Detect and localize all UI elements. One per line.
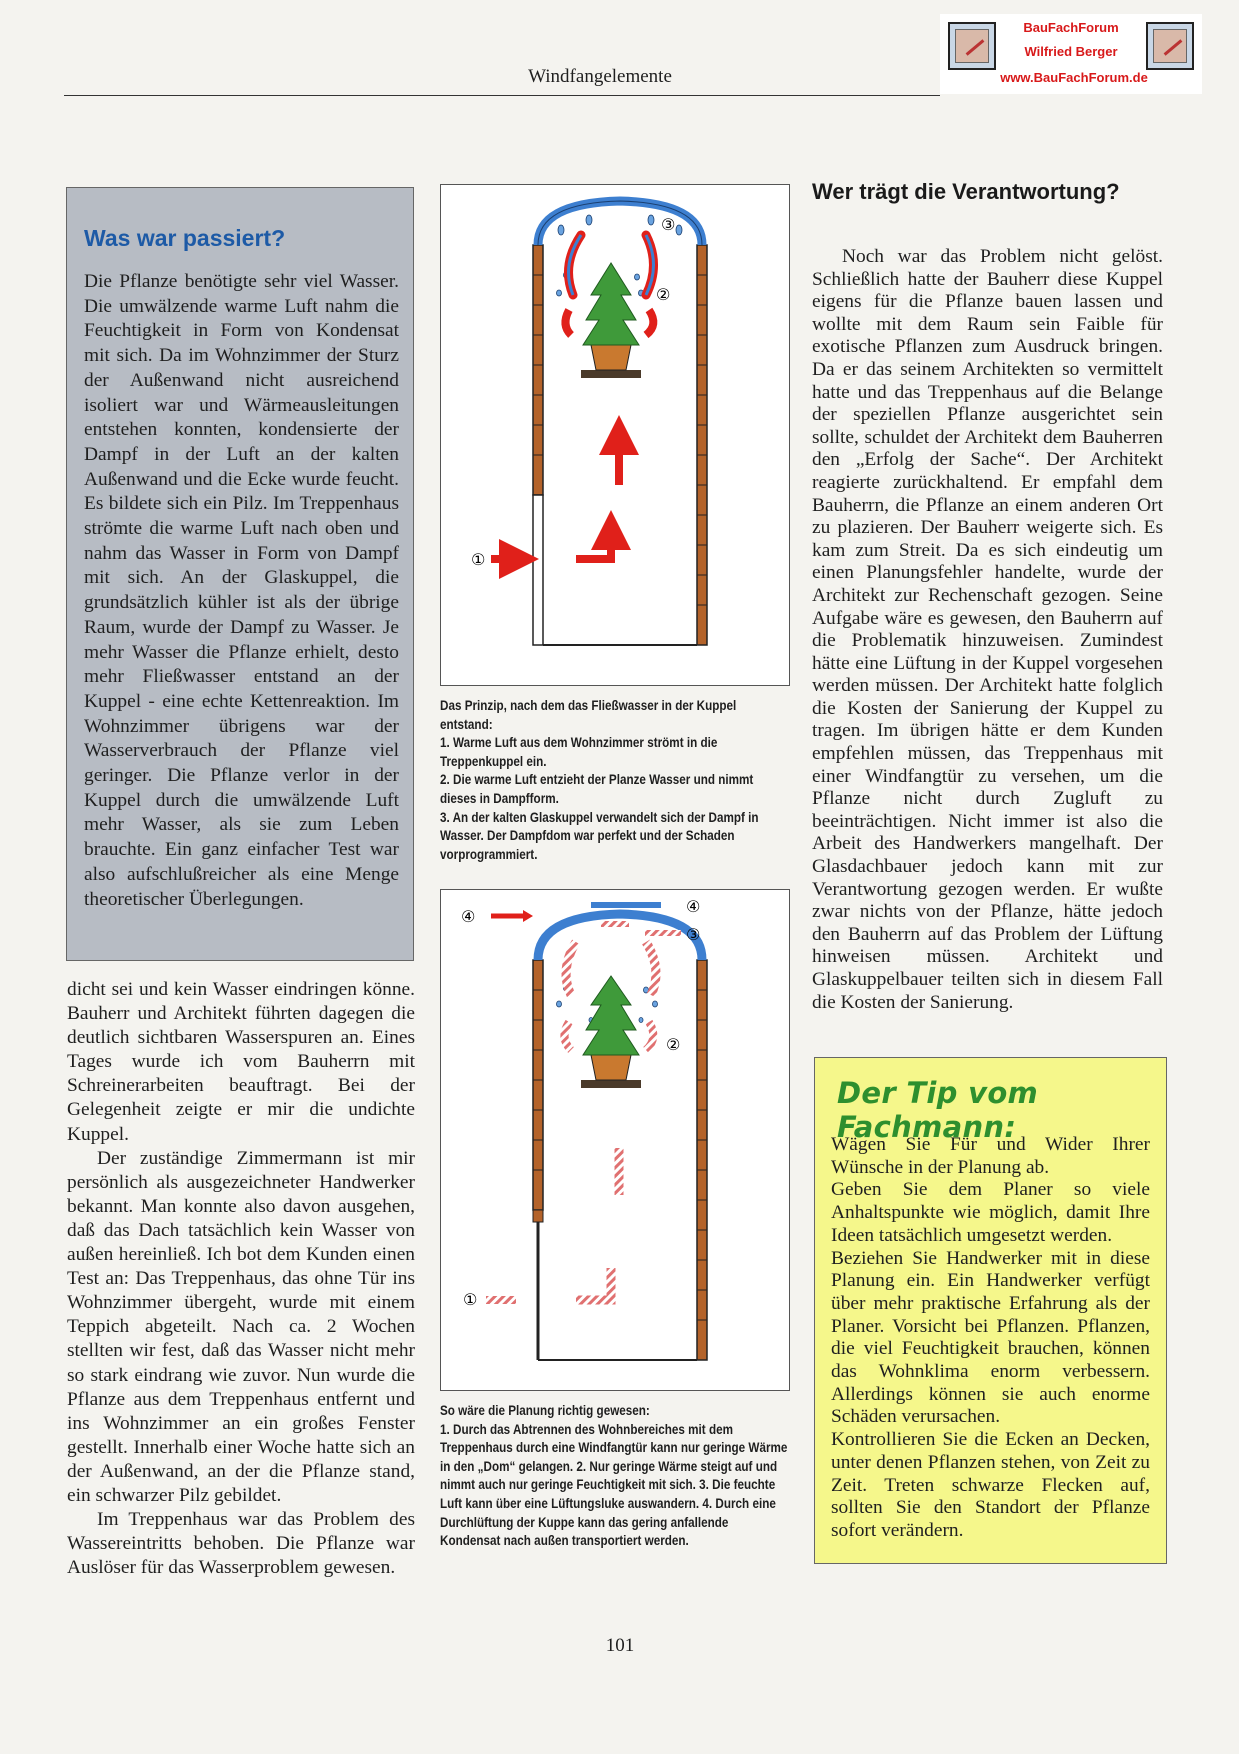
figure-2-drawing bbox=[441, 890, 789, 1390]
plant-shelf bbox=[581, 370, 641, 378]
figure-2-caption bbox=[440, 1402, 787, 1551]
logo-url: www.BauFachForum.de bbox=[1000, 70, 1148, 85]
caption-line: 2. Die warme Luft entzieht der Planze Wasser und nimmt dieses in Dampfform. bbox=[440, 772, 754, 806]
running-header: Windfangelemente bbox=[528, 66, 672, 87]
figure-1-drawing bbox=[441, 185, 789, 685]
label-3: ③ bbox=[686, 925, 701, 944]
figure-2-dome-solution bbox=[440, 889, 790, 1391]
label-1: ① bbox=[463, 1290, 478, 1309]
plant-tree bbox=[583, 263, 639, 345]
left-wall-opening bbox=[533, 495, 543, 645]
left-wall bbox=[533, 245, 543, 495]
tip-line: Geben Sie dem Planer so viele Anhaltspunkte wie möglich, damit Ihre Ideen tatsächlich umgesetzt werden. bbox=[831, 1179, 1150, 1246]
what-happened-box bbox=[66, 187, 414, 961]
responsibility-heading: Wer trägt die Verantwortung? bbox=[812, 179, 1120, 204]
tip-line: Kontrollieren Sie die Ecken an Decken, unter denen Pflanzen stehen, von Zeit zu Zeit. Treten schwarze Flecken auf, sollten Sie den Standort der Pflanze sofort verändern. bbox=[831, 1429, 1150, 1541]
header-rule bbox=[64, 95, 940, 96]
label-2: ② bbox=[656, 285, 671, 304]
expert-tip-title: Der Tip vom Fachmann: bbox=[837, 1076, 1039, 1144]
expert-tip-box bbox=[814, 1057, 1167, 1564]
tip-line: Wägen Sie Für und Wider Ihrer Wünsche in der Planung ab. bbox=[831, 1134, 1150, 1178]
label-3: ③ bbox=[661, 215, 676, 234]
glass-dome bbox=[538, 914, 702, 960]
figure-1-dome-problem bbox=[440, 184, 790, 686]
expert-tip-text bbox=[831, 1134, 1150, 1543]
column-3-text bbox=[812, 246, 1163, 1014]
caption-line: 1. Durch das Abtrennen des Wohnbereiches mit dem Treppenhaus durch eine Windfangtür kann nur geringe Wärme in den „Dom“ gelangen. 2. Nur geringe Wärme steigt auf und nimmt auch nur geringe Feuchtigkeit mit sich. 3. Die feuchte Luft kann über eine Lüftungsluke auswandern. 4. Durch eine Durchlüftung der Kuppe kann das gering anfallende Kondensat nach außen transportiert werden. bbox=[440, 1421, 788, 1549]
paragraph: Noch war das Problem nicht gelöst. Schließlich hatte der Bauherr diese Kuppel eigens für die Pflanze bauen lassen und wollte mit dem Raum sein Faible für exotische Pflanzen zum Ausdruck bringen. Da er das seinem Architekten so vermittelt hatte und das Treppenhaus auf die Belange der speziellen Pflanze ausgerichtet sein sollte, schuldet der Architekt dem Bauherren den „Erfolg der Sache“. Der Architekt reagierte zurückhaltend. Er empfahl dem Bauherrn, die Pflanze an einem anderen Ort zu plazieren. Der Bauherr weigerte sich. Es kam zum Streit. Da es sich eindeutig um einen Planungsfehler handelte, wurde der Architekt zur Rechenschaft gezogen. Seine Aufgabe wäre es gewesen, den Bauherrn auf die Problematik hinzuweisen. Zumindest hätte eine Lüftung in der Kuppel vorgesehen werden müssen. Der Architekt hatte folglich die Kosten der Sanierung der Kuppel zu tragen. Im übrigen hätte er dem Kunden empfehlen müssen, das Treppenhaus mit einer Windfangtür zu versehen, um die Pflanze nicht durch Zugluft zu beeinträchtigen. Nicht immer ist also die Arbeit des Handwerkers mangelhaft. Der Glasdachbauer jedoch kann mit zur Verantwortung gezogen werden. Er wußte zwar nichts von der Pflanze, hätte jedoch den Bauherrn auf das Problem der Lüftung hinweisen müssen. Architekt und Glaskuppelbauer teilten sich in diesem Fall die Kosten der Sanierung. bbox=[812, 246, 1163, 1013]
label-4-left: ④ bbox=[461, 907, 476, 926]
caption-line: So wäre die Planung richtig gewesen: bbox=[440, 1403, 650, 1418]
label-2: ② bbox=[666, 1035, 681, 1054]
figure-1-caption bbox=[440, 697, 787, 864]
paragraph: Im Treppenhaus war das Problem des Wassereintritts behoben. Die Pflanze war Auslöser für das Wasserproblem gewesen. bbox=[67, 1509, 415, 1579]
logo-image-icon bbox=[1146, 22, 1194, 70]
tip-line: Beziehen Sie Handwerker mit in diese Planung ein. Ein Handwerker verfügt über mehr praktische Erfahrung als der Planer. Vorsicht bei Pflanzen. Pflanzen, die viel Feuchtigkeit brauchen, können das Wohnklima enorm verbessern. Allerdings können sie auch enorme Schäden verursachen. bbox=[831, 1247, 1150, 1428]
publisher-logo[interactable] bbox=[940, 14, 1202, 94]
column-1-text bbox=[67, 978, 415, 1580]
label-1: ① bbox=[471, 550, 486, 569]
paragraph: dicht sei und kein Wasser eindringen könne. Bauherr und Architekt führten dagegen die deutlich sichtbaren Wasserspuren an. Eines Tages wurde ich vom Bauherrn mit Schreinerarbeiten beauftragt. Bei der Gelegenheit zeigte er mir die undichte Kuppel. bbox=[67, 979, 415, 1145]
glass-dome bbox=[538, 201, 702, 245]
caption-line: 1. Warme Luft aus dem Wohnzimmer strömt in die Treppenkuppel ein. bbox=[440, 735, 718, 769]
caption-line: 3. An der kalten Glaskuppel verwandelt sich der Dampf in Wasser. Der Dampfdom war perfekt und der Schaden vorprogrammiert. bbox=[440, 809, 759, 862]
caption-line: Das Prinzip, nach dem das Fließwasser in der Kuppel entstand: bbox=[440, 698, 737, 732]
logo-line-1: BauFachForum bbox=[1023, 20, 1119, 35]
logo-image-icon bbox=[948, 22, 996, 70]
windfang-door bbox=[533, 1210, 543, 1222]
page-number: 101 bbox=[605, 1635, 635, 1656]
warm-air-inflow-arrow bbox=[576, 530, 611, 559]
plant-pot bbox=[591, 345, 631, 370]
what-happened-title: Was war passiert? bbox=[84, 225, 286, 251]
paragraph: Der zuständige Zimmermann ist mir persönlich als ausgezeichneter Handwerker bekannt. Man konnte also davon ausgehen, daß das Dach tatsächlich kein Wasser von außen hereinließ. Ich bot dem Kunden einen Test an: Das Treppenhaus, das ohne Tür ins Wohnzimmer übergeht, wurde mit einem Teppich abgeteilt. Nach ca. 2 Wochen stellten wir fest, daß das Wasser nicht mehr so stark eindrang wie zuvor. Nun wurde die Pflanze aus dem Treppenhaus entfernt und ins Wohnzimmer an ein großes Fenster gestellt. Innerhalb einer Woche hatte sich an der Außenwand, an der die Pflanze stand, ein schwarzer Pilz gebildet. bbox=[67, 1147, 415, 1506]
ventilation-hatch bbox=[591, 902, 661, 908]
logo-line-2: Wilfried Berger bbox=[1024, 44, 1118, 59]
label-4-right: ④ bbox=[686, 897, 701, 916]
what-happened-text: Die Pflanze benötigte sehr viel Wasser. Die umwälzende warme Luft nahm die Feuchtigkeit in Form von Kondensat mit sich. Da im Wohnzimmer der Sturz der Außenwand nicht ausreichend isoliert war und Wärmeausleitungen entstehen konnten, kondensierte der Dampf in der Luft an der kalten Außenwand und die Ecke wurde feucht. Es bildete sich ein Pilz. Im Treppenhaus strömte die warme Luft nach oben und nahm das Wasser in Form von Dampf mit sich. An der Glaskuppel, die grundsätzlich kühler ist als der übrige Raum, wurde der Dampf zu Wasser. Je mehr Wasser die Pflanze erhielt, desto mehr Fließwasser entstand an der Kuppel - eine echte Kettenreaktion. Im Wohnzimmer übrigens war der Wasserverbrauch der Pflanze viel geringer. Die Pflanze verlor in der Kuppel durch die umwälzende Luft mehr Wasser, als sie zum Leben brauchte. Ein ganz einfacher Test war also aufschlußreicher als eine Menge theoretischer Überlegungen. bbox=[84, 271, 399, 910]
